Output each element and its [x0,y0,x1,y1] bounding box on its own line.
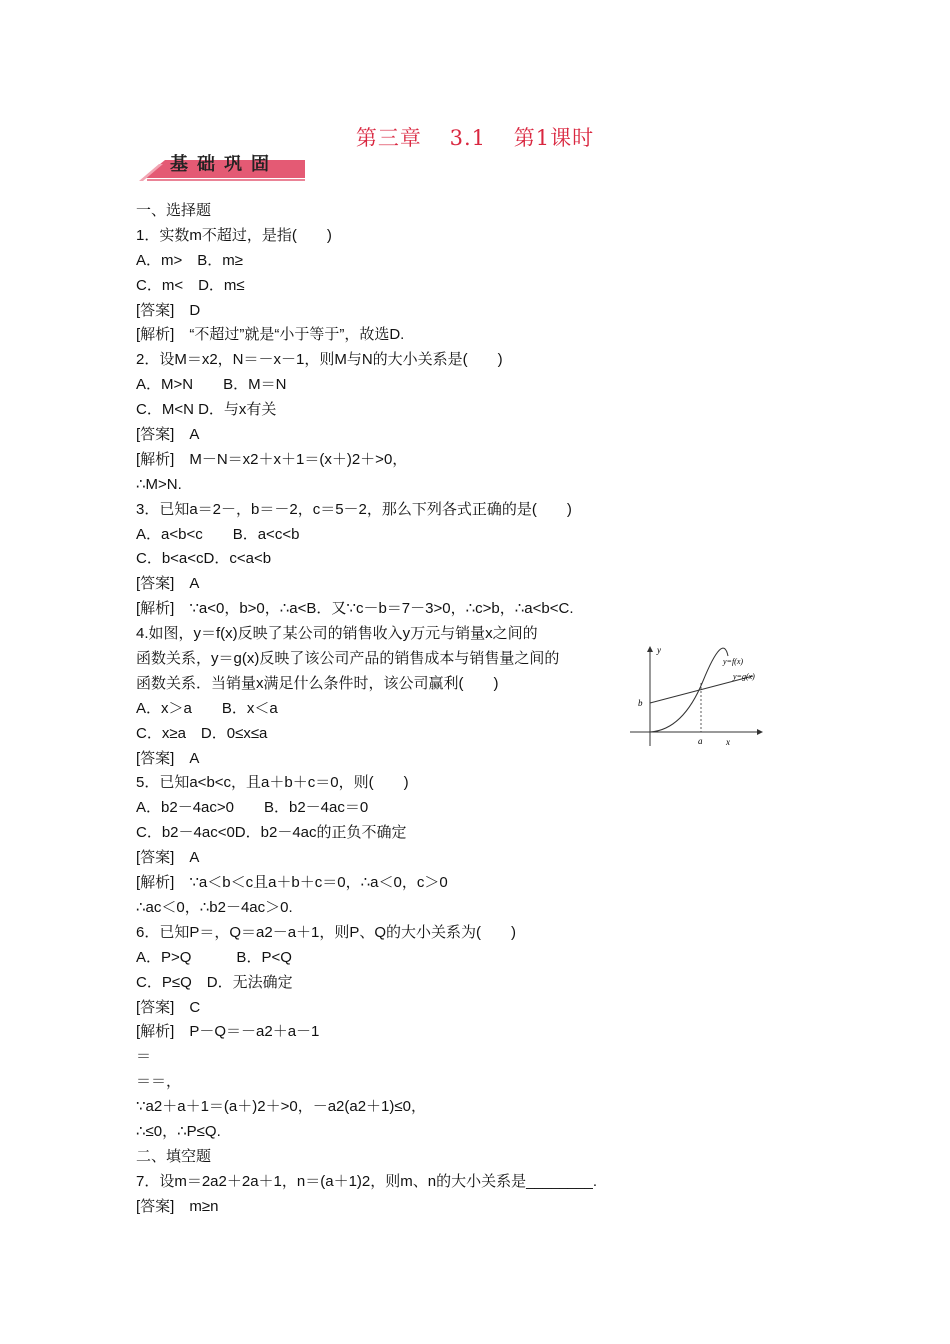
y-axis-label: y [657,645,661,655]
text-line: 一、选择题 [136,202,212,219]
text-line: ＝＝， [136,1073,182,1091]
text-line: [解析] ∵a<0，b>0，∴a<B．又∵c－b＝7－3>0，∴c>b，∴a<b<C. [136,600,574,618]
text-line: 7．设m＝2a2＋2a＋1，n＝(a＋1)2，则m、n的大小关系是________. [136,1172,597,1190]
text-line: 1．实数m不超过，是指( ) [136,226,332,244]
text-line: 二、填空题 [136,1147,212,1165]
x-axis-label: x [726,737,730,747]
text-line: 5．已知a<b<c，且a＋b＋c＝0，则( ) [136,774,409,792]
text-line: C．x≥a D．0≤x≤a [136,724,268,742]
text-line: [答案] A [136,849,200,867]
text-line: C．P≤Q D．无法确定 [136,973,293,991]
text-line: [答案] D [136,301,201,319]
text-line: [解析] “不超过”就是“小于等于”，故选D. [136,326,405,344]
text-line: ∴≤0，∴P≤Q. [136,1122,221,1140]
text-line: A．M>N B．M＝N [136,376,287,394]
section-number: 3.1 [449,126,487,150]
banner-label: 基础巩固 [170,154,278,175]
text-line: C．b<a<cD．c<a<b [136,550,272,568]
text-line: ＝ [136,1048,152,1066]
text-line: [解析] M－N＝x2＋x＋1＝(x＋)2＋>0， [136,450,408,468]
text-line: 函数关系．当销量x满足什么条件时，该公司赢利( ) [136,674,499,692]
text-line: ∴ac＜0，∴b2－4ac＞0. [136,898,293,916]
chapter-label: 第三章 [355,126,422,150]
text-line: [解析] ∵a＜b＜c且a＋b＋c＝0，∴a＜0，c＞0 [136,874,448,892]
text-line: C．m< D．m≤ [136,276,245,294]
text-line: [答案] C [136,998,201,1016]
function-graph [628,643,773,748]
text-line: 6．已知P＝，Q＝a2－a＋1，则P、Q的大小关系为( ) [136,923,517,941]
text-line: ∵a2＋a＋1＝(a＋)2＋>0，－a2(a2＋1)≤0， [136,1098,426,1116]
text-line: 3．已知a＝2－，b＝－2，c＝5－2，那么下列各式正确的是( ) [136,500,572,518]
text-line: [答案] A [136,575,200,593]
text-line: A．x＞a B．x＜a [136,699,278,717]
g-label: y=g(x) [733,672,755,681]
lesson-label: 第1课时 [513,126,595,150]
text-line: [答案] A [136,749,200,767]
text-line: A．b2－4ac>0 B．b2－4ac＝0 [136,799,369,817]
text-line: [答案] A [136,426,200,444]
f-label: y=f(x) [723,657,744,666]
text-line: [解析] P－Q＝－a2＋a－1 [136,1023,320,1041]
text-line: A．P>Q B．P<Q [136,948,292,966]
b-label: b [638,698,643,708]
text-line: 2．设M＝x2，N＝－x－1，则M与N的大小关系是( ) [136,351,503,369]
f-curve [650,648,728,732]
text-line: A．m> B．m≥ [136,251,243,269]
text-line: ∴M>N. [136,475,182,493]
text-line: 4.如图，y＝f(x)反映了某公司的销售收入y万元与销量x之间的 [136,625,538,643]
text-line: C．M<N D．与x有关 [136,401,277,419]
a-label: a [698,736,703,746]
text-line: 函数关系，y＝g(x)反映了该公司产品的销售成本与销售量之间的 [136,650,560,668]
text-line: [答案] m≥n [136,1197,219,1215]
text-line: A．a<b<c B．a<c<b [136,525,300,543]
text-line: C．b2－4ac<0D．b2－4ac的正负不确定 [136,824,407,842]
